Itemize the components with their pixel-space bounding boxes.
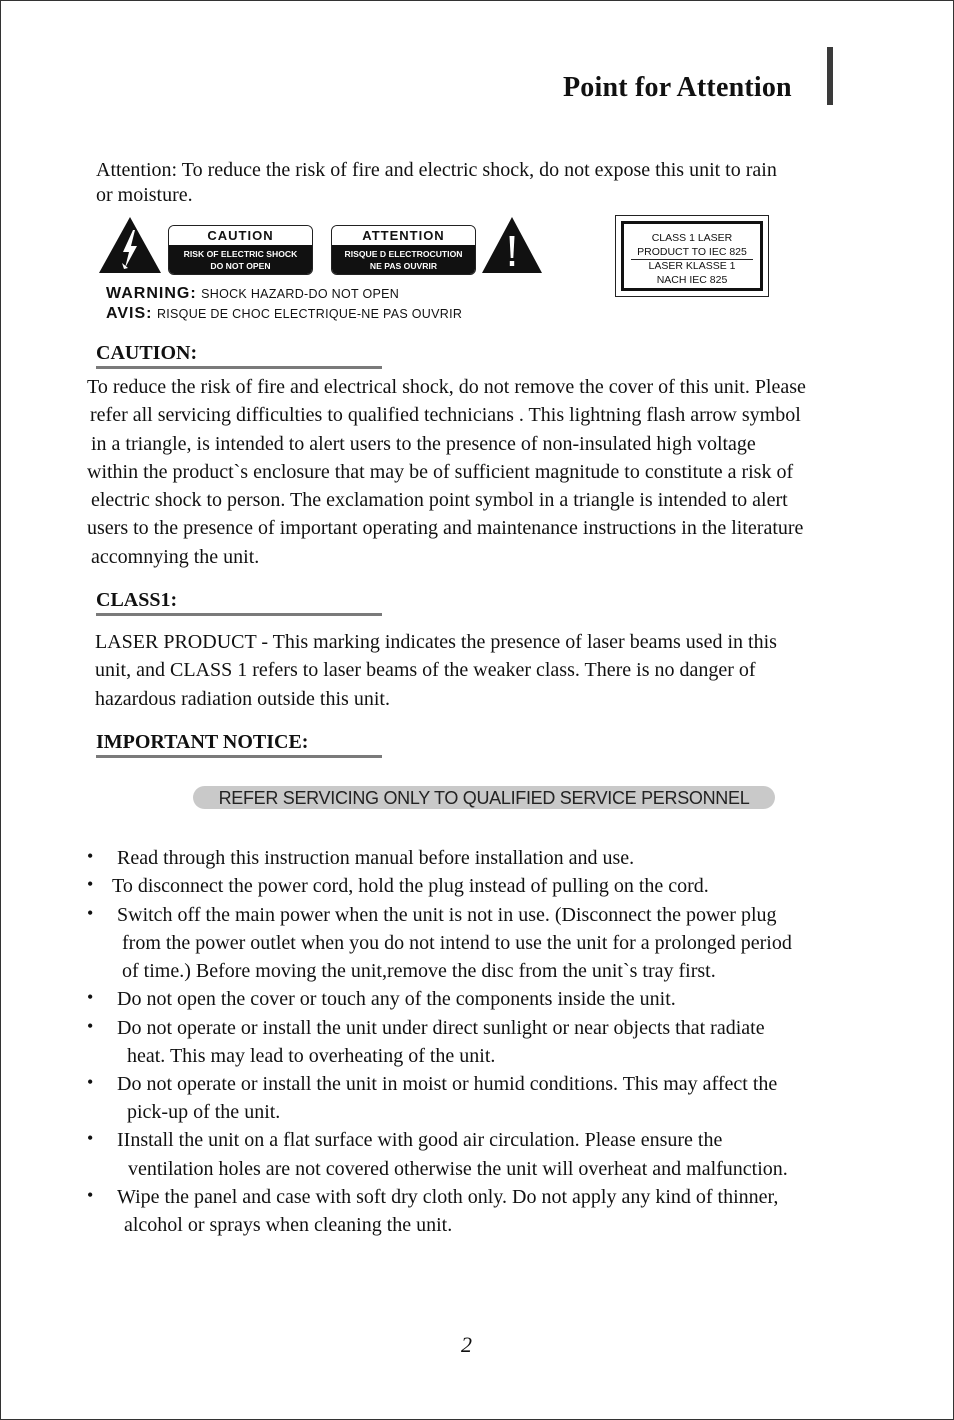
attention-label-line: NE PAS OUVRIR	[369, 261, 438, 271]
notice-item-continued: from the power outlet when you do not intend to use the unit for a prolonged period	[122, 932, 792, 954]
laser-label-line: LASER KLASSE 1	[648, 260, 736, 272]
page-number: 2	[461, 1332, 472, 1357]
attention-label-line: RISQUE D ELECTROCUTION	[344, 249, 463, 259]
notice-item-continued: ventilation holes are not covered otherwise the unit will overheat and malfunction.	[128, 1158, 788, 1180]
laser-class-label	[615, 215, 769, 297]
attention-paragraph	[96, 158, 826, 208]
caution-line: electric shock to person. The exclamation point symbol in a triangle is intended to alert	[91, 489, 788, 512]
notice-item-continued: alcohol or sprays when cleaning the unit.	[124, 1214, 453, 1236]
bullet-icon: •	[87, 1072, 94, 1092]
class1-line: unit, and CLASS 1 refers to laser beams of the weaker class. There is no danger of	[95, 659, 756, 682]
class1-line: LASER PRODUCT - This marking indicates the presence of laser beams used in this	[95, 631, 777, 653]
attention-line: Attention: To reduce the risk of fire and electric shock, do not expose this unit to rain	[96, 159, 777, 181]
notice-item-continued: heat. This may lead to overheating of the unit.	[127, 1045, 496, 1067]
avis-row	[106, 305, 462, 323]
laser-label-line: CLASS 1 LASER	[651, 232, 733, 244]
title-accent-bar	[827, 47, 833, 105]
notice-item: Read through this instruction manual before installation and use.	[117, 847, 635, 869]
class1-line: hazardous radiation outside this unit.	[95, 687, 390, 710]
class1-paragraph	[95, 628, 777, 713]
caution-line: in a triangle, is intended to alert users to the presence of non-insulated high voltage	[91, 432, 756, 455]
page-title: Point for Attention	[563, 72, 792, 103]
laser-label-line: PRODUCT TO IEC 825	[637, 245, 747, 258]
laser-class-label-inner	[621, 221, 763, 291]
caution-paragraph	[87, 373, 806, 571]
service-notice-banner: REFER SERVICING ONLY TO QUALIFIED SERVICE PERSONNEL	[193, 786, 775, 809]
caution-line: To reduce the risk of fire and electrical shock, do not remove the cover of this unit. Please	[87, 376, 806, 398]
notice-item: To disconnect the power cord, hold the plug instead of pulling on the cord.	[112, 875, 709, 897]
bullet-icon: •	[87, 1185, 94, 1205]
bullet-icon: •	[87, 1128, 94, 1148]
notice-item-continued: pick-up of the unit.	[127, 1101, 281, 1123]
bullet-icon: •	[87, 846, 94, 866]
notice-item: Do not open the cover or touch any of the components inside the unit.	[117, 988, 676, 1010]
warning-key: WARNING:	[106, 285, 197, 302]
notice-item: Do not operate or install the unit under direct sunlight or near objects that radiate	[117, 1017, 765, 1039]
caution-line: refer all servicing difficulties to qualified technicians . This lightning flash arrow symbol	[90, 404, 801, 427]
notice-item: IInstall the unit on a flat surface with good air circulation. Please ensure the	[117, 1129, 723, 1151]
caution-label	[168, 225, 313, 275]
bullet-icon: •	[87, 874, 94, 894]
attention-label	[331, 225, 476, 275]
avis-key: AVIS:	[106, 305, 153, 322]
caution-heading: CAUTION:	[96, 342, 382, 369]
caution-label-line: RISK OF ELECTRIC SHOCK	[183, 249, 298, 259]
caution-label-body	[169, 245, 312, 274]
laser-label-line: NACH IEC 825	[656, 273, 728, 286]
notice-item: Wipe the panel and case with soft dry cloth only. Do not apply any kind of thinner,	[117, 1186, 779, 1208]
bullet-icon: •	[87, 987, 94, 1007]
caution-line: within the product`s enclosure that may be of sufficient magnitude to constitute a risk of	[87, 460, 794, 483]
lightning-triangle-icon	[98, 216, 162, 274]
attention-label-body	[332, 245, 475, 274]
exclamation-triangle-icon	[481, 216, 543, 274]
attention-label-head: ATTENTION	[332, 226, 475, 245]
notice-item: Do not operate or install the unit in moist or humid conditions. This may affect the	[117, 1073, 778, 1095]
bullet-icon: •	[87, 903, 94, 923]
bullet-icon: •	[87, 1016, 94, 1036]
notice-item-continued: of time.) Before moving the unit,remove the disc from the unit`s tray first.	[122, 960, 716, 982]
caution-label-line: DO NOT OPEN	[210, 261, 271, 271]
caution-label-head: CAUTION	[169, 226, 312, 245]
notice-item: Switch off the main power when the unit is not in use. (Disconnect the power plug	[117, 904, 777, 926]
caution-line: users to the presence of important operating and maintenance instructions in the literature	[87, 517, 804, 540]
important-notice-heading: IMPORTANT NOTICE:	[96, 731, 382, 758]
attention-line: or moisture.	[96, 184, 193, 206]
warning-text: SHOCK HAZARD-DO NOT OPEN	[201, 287, 400, 301]
warning-row	[106, 285, 399, 303]
avis-text: RISQUE DE CHOC ELECTRIQUE-NE PAS OUVRIR	[156, 307, 463, 321]
caution-line: accomnying the unit.	[91, 545, 260, 568]
class1-heading: CLASS1:	[96, 589, 382, 616]
